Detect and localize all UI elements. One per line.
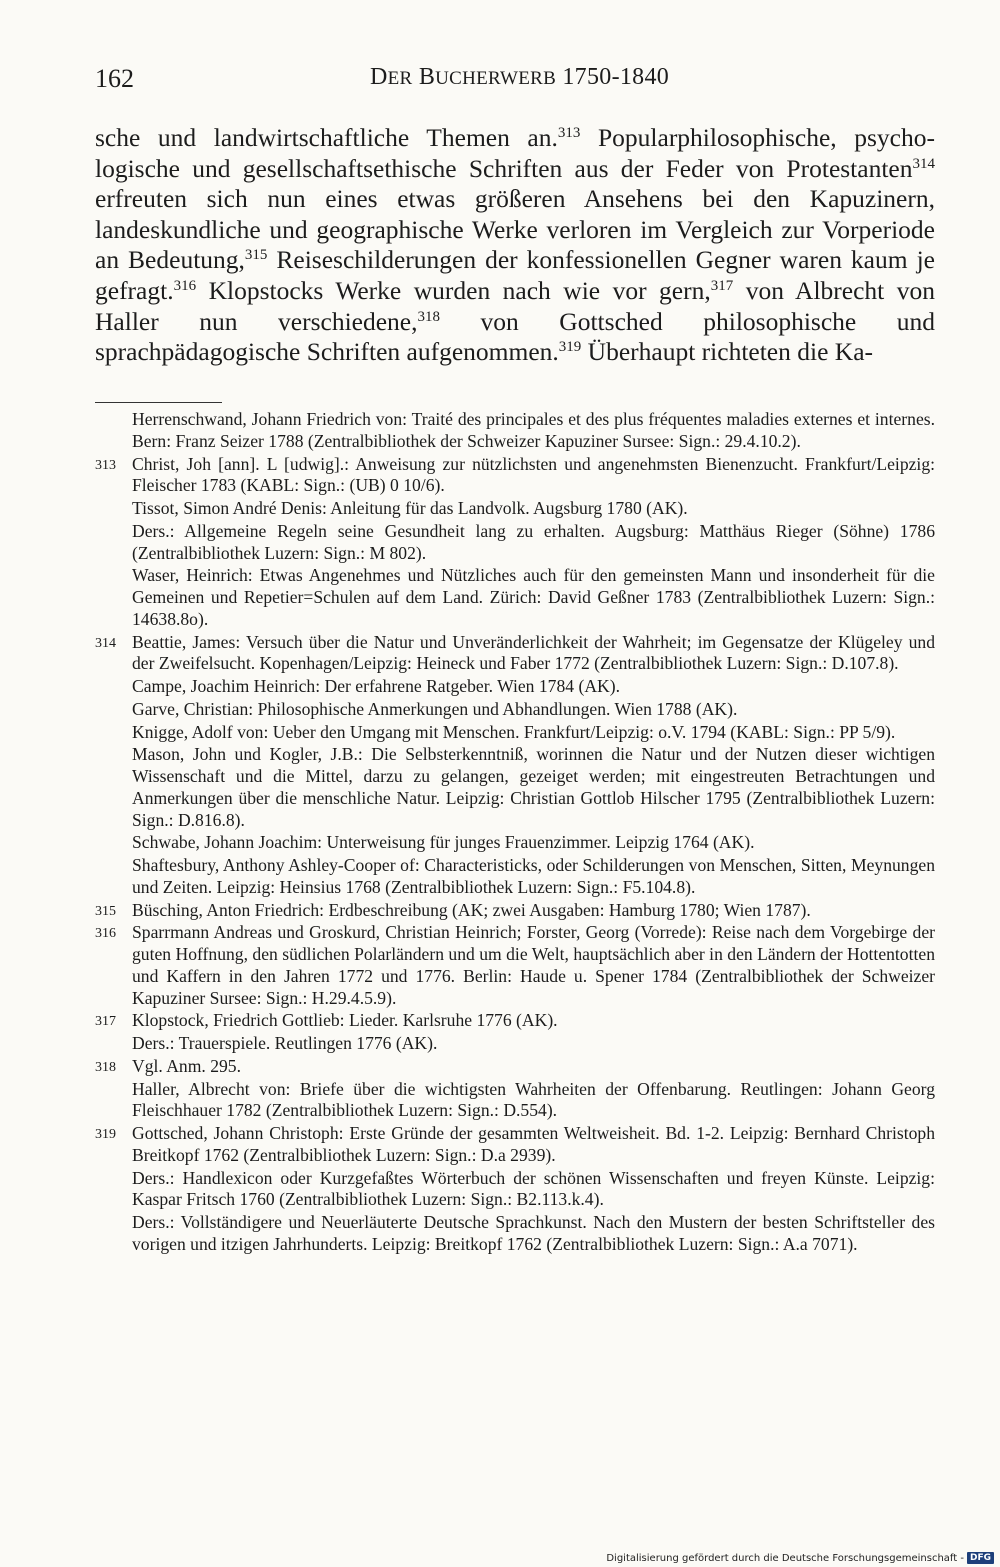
footnote-number: 314 (95, 635, 116, 651)
body-paragraph (95, 123, 935, 368)
running-head-part: 1750-1840 (556, 64, 670, 90)
citation-entry: Herrenschwand, Johann Friedrich von: Traité des principales et des plus fréquentes maladies externes et internes. Bern: Franz Seizer 1788 (Zentralbibliothek der Schweizer Kapuziner Sursee: Sign.: 29.4.10.2). (132, 409, 935, 451)
footnote-body (132, 1123, 935, 1257)
footnote (95, 454, 935, 632)
page-number: 162 (95, 64, 134, 93)
dfg-logo-icon: DFG (967, 1552, 994, 1564)
citation-entry: Büsching, Anton Friedrich: Erdbeschreibung (AK; zwei Ausgaben: Hamburg 1780; Wien 1787). (132, 899, 811, 920)
citation-entry: Campe, Joachim Heinrich: Der erfahrene Ratgeber. Wien 1784 (AK). (132, 676, 620, 696)
citation-entry: Waser, Heinrich: Etwas Angenehmes und Nützliches auch für den gemeinsten Mann und insonderheit für die Gemeinen und Repetier=Schulen auf dem Land. Zürich: David Geßner 1783 (Zentralbibliothek Luzern: Sign.: 14638.8o). (132, 565, 935, 629)
running-head-part: B (412, 64, 436, 90)
citation-entry: Ders.: Handlexicon oder Kurzgefaßtes Wörterbuch der schönen Wissenschaften und freyen Künste. Leipzig: Kaspar Fritsch 1760 (Zentralbibliothek Luzern: Sign.: B2.113.k.4). (132, 1167, 935, 1210)
digitization-footer (606, 1552, 994, 1564)
footnote-reference[interactable]: 317 (710, 277, 734, 294)
footnote-number (95, 409, 132, 454)
footnote-number: 317 (95, 1014, 116, 1030)
footnote (95, 1123, 935, 1257)
footnote-body (132, 1056, 935, 1123)
citation-entry: Shaftesbury, Anthony Ashley-Cooper of: Characteristicks, oder Schilderungen von Menschen, Sitten, Meynungen und Zeiten. Leipzig: Heinsius 1768 (Zentralbibliothek Luzern: Sign.: F5.104.8). (132, 855, 935, 897)
running-head-part: D (370, 64, 388, 90)
footnote-reference[interactable]: 318 (417, 308, 440, 325)
footnotes-section (95, 409, 935, 1257)
footnote (95, 900, 935, 923)
footnote-body (132, 922, 935, 1010)
body-text-segment: Klopstocks Werke wurden nach wie vor gern, (196, 275, 711, 305)
citation-entry: Beattie, James: Versuch über die Natur und Unveränderlichkeit der Wahrheit; im Gegensatze der Klügeley und der Zweifelsucht. Kopenhagen/Leipzig: Heineck und Faber 1772 (Zentralbibliothek Luzern: Sign.: D.107.8). (132, 631, 935, 674)
footnote (95, 922, 935, 1010)
digitization-note: Digitalisierung gefördert durch die Deutsche Forschungsgemeinschaft - (606, 1552, 964, 1564)
footnote (95, 1010, 935, 1056)
body-text-segment: erfreuten sich nun eines etwas größeren Ansehens bei den Kapuzinern, landeskundliche und geographische Werke verloren im Vergleich zur Vorperiode an Bedeutung, (95, 184, 935, 275)
footnote-reference[interactable]: 315 (244, 247, 268, 264)
footnote-number: 318 (95, 1059, 116, 1075)
footnote-reference[interactable]: 319 (558, 339, 582, 356)
body-text-segment: Popularphilosophische, psychologische und gesellschaftsethische Schriften aus der Feder von Protestanten (95, 123, 936, 183)
running-head (370, 64, 669, 91)
citation-entry: Schwabe, Johann Joachim: Unterweisung für junges Frauenzimmer. Leipzig 1764 (AK). (132, 832, 755, 853)
footnote-reference[interactable]: 313 (557, 125, 581, 141)
citation-entry: Garve, Christian: Philosophische Anmerkungen und Abhandlungen. Wien 1788 (AK). (132, 698, 738, 719)
citation-entry: Klopstock, Friedrich Gottlieb: Lieder. Karlsruhe 1776 (AK). (132, 1010, 558, 1031)
citation-entry: Knigge, Adolf von: Ueber den Umgang mit Menschen. Frankfurt/Leipzig: o.V. 1794 (KABL: Sign.: PP 5/9). (132, 721, 896, 742)
body-text-segment: Reiseschilderungen der konfessionellen Gegner waren kaum je gefragt. (95, 245, 935, 305)
citation-entry: Ders.: Vollständigere und Neuerläuterte Deutsche Sprachkunst. Nach den Mustern der besten Schriftsteller des vorigen und itzigen Jahrhunderts. Leipzig: Breitkopf 1762 (Zentralbibliothek Luzern: Sign.: A.a 7071). (132, 1212, 935, 1254)
running-head-part: UCHERWERB (435, 68, 557, 89)
citation-entry: Sparrmann Andreas und Groskurd, Christian Heinrich; Forster, Georg (Vorrede): Reise nach dem Vorgebirge der guten Hoffnung, den südlichen Polarländern und um die Welt, hauptsächlich aber in den Ländern der Hottentotten und Kaffern in den Jahren 1772 und 1776. Berlin: Haude u. Spener 1784 (Zentralbibliothek der Schweizer Kapuziner Sursee: Sign.: H.29.4.5.9). (132, 922, 935, 1008)
citation-entry: Christ, Joh [ann]. L [udwig].: Anweisung zur nützlichsten und angenehmsten Bienenzucht. Frankfurt/Leipzig: Fleischer 1783 (KABL: Sign.: (UB) 0 10/6). (132, 453, 935, 496)
footnote-rule (95, 402, 222, 403)
footnote-body (132, 900, 935, 923)
citation-entry: Tissot, Simon André Denis: Anleitung für das Landvolk. Augsburg 1780 (AK). (132, 498, 688, 518)
body-text-segment: Überhaupt richteten die Ka- (581, 337, 874, 367)
footnote-body (132, 1010, 935, 1056)
footnote (95, 632, 935, 900)
citation-entry: Gottsched, Johann Christoph: Erste Gründe der gesammten Weltweisheit. Bd. 1-2. Leipzig: Bernhard Christoph Breitkopf 1762 (Zentralbibliothek Luzern: Sign.: D.a 2939). (132, 1123, 935, 1165)
citation-entry: Haller, Albrecht von: Briefe über die wichtigsten Wahrheiten der Offenbarung. Reutlingen: Johann Georg Fleischhauer 1782 (Zentralbibliothek Luzern: Sign.: D.554). (132, 1078, 935, 1121)
footnote-body (132, 409, 935, 454)
running-head-part: ER (387, 68, 413, 89)
footnote (95, 1056, 935, 1123)
footnote-reference[interactable]: 314 (912, 155, 935, 172)
footnote-number: 319 (95, 1127, 116, 1143)
body-text-segment: von Albrecht von Haller nun verschiedene, (95, 275, 935, 336)
footnote-body (132, 632, 935, 900)
citation-entry: Ders.: Trauerspiele. Reutlingen 1776 (AK). (132, 1033, 438, 1054)
body-text-segment: von Gottsched philosophische und sprachpädagogische Schriften aufgenommen. (95, 306, 935, 367)
footnote-number: 313 (95, 457, 116, 473)
footnote-reference[interactable]: 316 (173, 277, 197, 294)
footnote-body (132, 454, 935, 632)
footnote-number: 315 (95, 903, 116, 919)
citation-entry: Vgl. Anm. 295. (132, 1055, 241, 1076)
body-text-segment: sche und landwirtschaftliche Themen an. (95, 123, 558, 152)
citation-entry: Mason, John und Kogler, J.B.: Die Selbsterkenntniß, worinnen die Natur und der Nutzen dieser wichtigen Wissenschaft und die Mittel, darzu zu gelangen, gezeiget werden; mit eingestreuten Betrachtungen und Anmerkungen über die menschliche Natur. Leipzig: Christian Gottlob Hilscher 1795 (Zentralbibliothek Luzern: Sign.: D.816.8). (132, 744, 935, 830)
citation-entry: Ders.: Allgemeine Regeln seine Gesundheit lang zu erhalten. Augsburg: Matthäus Rieger (Söhne) 1786 (Zentralbibliothek Luzern: Sign.: M 802). (132, 520, 935, 563)
footnote (95, 409, 935, 454)
footnote-number: 316 (95, 926, 116, 942)
